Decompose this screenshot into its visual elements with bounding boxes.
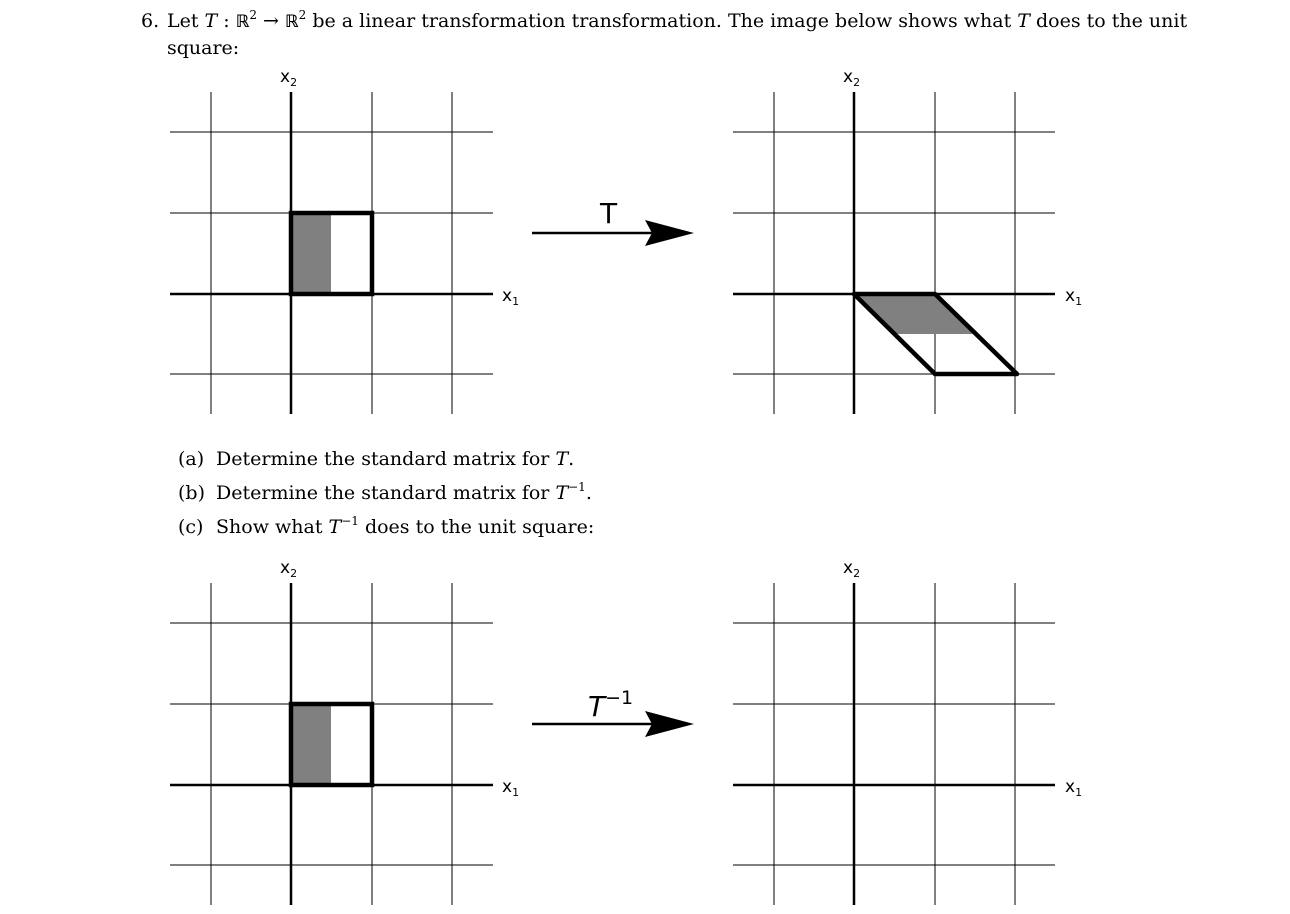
var-T: T [204,10,218,32]
x1-label-bottom-left: $x_1$ [502,777,520,799]
colon: : [223,10,230,32]
part-b-label: (b) [178,482,205,504]
figure-unit-square-top [170,67,519,414]
shaded-half-bottom-left [291,704,331,785]
grid-bottom-left [170,583,493,905]
exp-2-domain: 2 [249,8,257,22]
part-c-text: Show what [216,516,323,538]
arrow-T [532,197,694,246]
figure-transformed-top [733,67,1082,414]
exp-2-codomain: 2 [298,8,307,22]
part-a-label: (a) [178,448,205,470]
problem-parts [178,442,594,544]
arrow-Tinv-label: $T^{-1}$ [588,687,634,723]
figure-unit-square-bottom [170,558,519,905]
let-text: Let [167,10,199,32]
x1-label-top-left: $x_1$ [502,286,520,308]
shaded-half-top-left [291,213,331,294]
problem-number: 6. [141,10,160,32]
var-T-2: T [1017,10,1030,32]
field-R-domain: ℝ [235,12,250,32]
grid-top-left [170,92,493,414]
part-b-text: Determine the standard matrix for [216,482,550,504]
arrow-T-inverse [532,687,694,737]
part-b-exp: −1 [568,480,586,494]
problem-line-2: square: [167,37,240,59]
part-c-label: (c) [178,516,204,538]
part-a-tail: . [568,448,575,470]
figure-empty-bottom [733,558,1082,905]
part-b-var: T [555,482,569,504]
x2-label-bottom-left: $x_2$ [280,558,298,580]
part-c-exp: −1 [341,514,359,528]
problem-rest-text: be a linear transformation transformation. The image below shows what [312,10,1012,32]
arrow-T-label: T [600,197,618,230]
x2-label-top-right: $x_2$ [843,67,861,89]
x2-label-top-left: $x_2$ [280,67,298,89]
part-c-tail: does to the unit square: [364,516,595,538]
part-b-tail: . [585,482,592,504]
part-c-var: T [328,516,342,538]
x1-label-bottom-right: $x_1$ [1065,777,1083,799]
field-R-codomain: ℝ [285,12,299,32]
part-a-var: T [555,448,569,470]
grid-bottom-right [733,583,1055,905]
part-a [178,442,594,476]
problem-does-text: does to the unit [1036,10,1188,32]
part-c [178,510,594,544]
x1-label-top-right: $x_1$ [1065,286,1083,308]
part-a-text: Determine the standard matrix for [216,448,550,470]
maps-to-arrow: → [263,10,279,32]
part-b [178,476,594,510]
x2-label-bottom-right: $x_2$ [843,558,861,580]
